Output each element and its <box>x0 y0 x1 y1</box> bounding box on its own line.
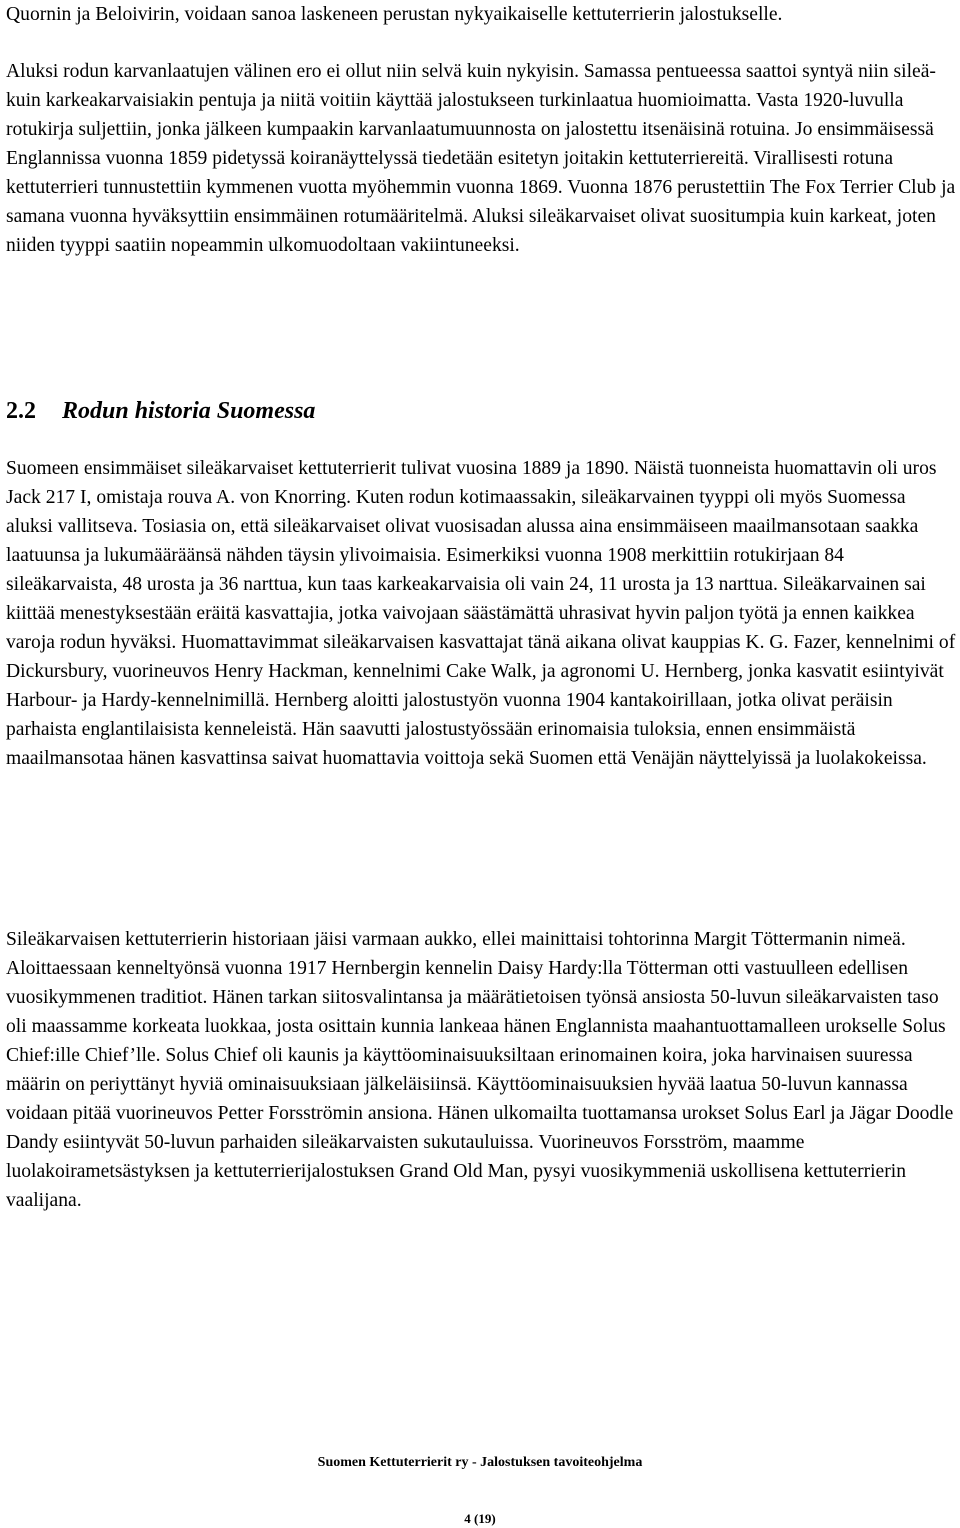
page-number: 4 (19) <box>464 1511 496 1526</box>
section-title: Rodun historia Suomessa <box>62 398 316 424</box>
paragraph: Suomeen ensimmäiset sileäkarvaiset kettuterrierit tulivat vuosina 1889 ja 1890. Näistä tuonneista huomattavin oli uros Jack 217 I, omistaja rouva A. von Knorring. Kuten rodun kotimaassakin, sileäkarvainen tyyppi oli myös Suomessa aluksi vallitseva. Tosiasia on, että sileäkarvaiset olivat vuosisadan alussa aina ensimmäiseen maailmansotaan saakka laatuunsa ja lukumääräänsä nähden täysin ylivoimaisia. Esimerkiksi vuonna 1908 merkittiin rotukirjaan 84 sileäkarvaista, 48 urosta ja 36 narttua, kun taas karkeakarvaisia oli vain 24, 11 urosta ja 13 narttua. Sileäkarvainen sai kiittää menestyksestään eräitä kasvattajia, jotka vaivojaan säästämättä uhrasivat hyvin paljon työtä ja ennen kaikkea varoja rodun hyväksi. Huomattavimmat sileäkarvaisen kasvattajat tänä aikana olivat kauppias K. G. Fazer, kennelnimi of Dickursbury, vuorineuvos Henry Hackman, kennelnimi Cake Walk, ja agronomi U. Hernberg, jonka kasvatit esiintyivät Harbour- ja Hardy-kennelnimillä. Hernberg aloitti jalostustyön vuonna 1904 kantakoirillaan, jotka olivat peräisin parhaista englantilaisista kenneleistä. Hän saavutti jalostustyössään erinomaisia tuloksia, ennen ensimmäistä maailmansotaa hänen kasvattinsa saivat huomattavia voittoja sekä Suomen että Venäjän näyttelyissä ja luolakokeissa. <box>6 458 956 769</box>
paragraph: Aluksi rodun karvanlaatujen välinen ero ei ollut niin selvä kuin nykyisin. Samassa pentueessa saattoi syntyä niin sileä- kuin karkeakarvaisiakin pentuja ja niitä voitiin käyttää jalostukseen turkinlaatua huomioimatta. Vasta 1920-luvulla rotukirja suljettiin, jonka jälkeen kumpaakin karvanlaatumuunnosta on jalostettu itsenäisinä rotuina. Jo ensimmäisessä Englannissa vuonna 1859 pidetyssä koiranäyttelyssä tiedetään esitetyn joitakin kettuterriereitä. Virallisesti rotuna kettuterrieri tunnustettiin kymmenen vuotta myöhemmin vuonna 1869. Vuonna 1876 perustettiin The Fox Terrier Club ja samana vuonna hyväksyttiin ensimmäinen rotumääritelmä. Aluksi sileäkarvaiset olivat suositumpia kuin karkeat, joten niiden tyyppi saatiin nopeammin ulkomuodoltaan vakiintuneeksi. <box>6 61 956 256</box>
section-heading <box>6 394 315 428</box>
section-number: 2.2 <box>6 398 36 424</box>
footer-title: Suomen Kettuterrierit ry - Jalostuksen tavoiteohjelma <box>317 1455 643 1470</box>
paragraph: Quornin ja Beloivirin, voidaan sanoa laskeneen perustan nykyaikaiselle kettuterrierin jalostukselle. <box>6 4 783 25</box>
paragraph: Sileäkarvaisen kettuterrierin historiaan jäisi varmaan aukko, ellei mainittaisi tohtorinna Margit Töttermanin nimeä. Aloittaessaan kenneltyönsä vuonna 1917 Hernbergin kennelin Daisy Hardy:lla Tötterman otti vastuulleen edellisen vuosikymmenen traditiot. Hänen tarkan siitosvalintansa ja määrätietoisen työnsä ansiosta 50-luvun sileäkarvaisten taso oli maassamme korkeata luokkaa, josta osittain kunnia lankeaa hänen Englannista maahantuottamalleen urokselle Solus Chief:ille Chief’lle. Solus Chief oli kaunis ja käyttöominaisuuksiltaan erinomainen koira, joka harvinaisen suuressa määrin on periyttänyt hyviä ominaisuuksiaan jälkeläisiinsä. Käyttöominaisuuksien hyvää laatua 50-luvun kannassa voidaan pitää vuorineuvos Petter Forsströmin ansiona. Hänen ulkomailta tuottamansa urokset Solus Earl ja Jägar Doodle Dandy esiintyvät 50-luvun parhaiden sileäkarvaisten sukutauluissa. Vuorineuvos Forsström, maamme luolakoirametsästyksen ja kettuterrierijalostuksen Grand Old Man, pysyi vuosikymmeniä uskollisena kettuterrierin vaalijana. <box>6 929 954 1211</box>
